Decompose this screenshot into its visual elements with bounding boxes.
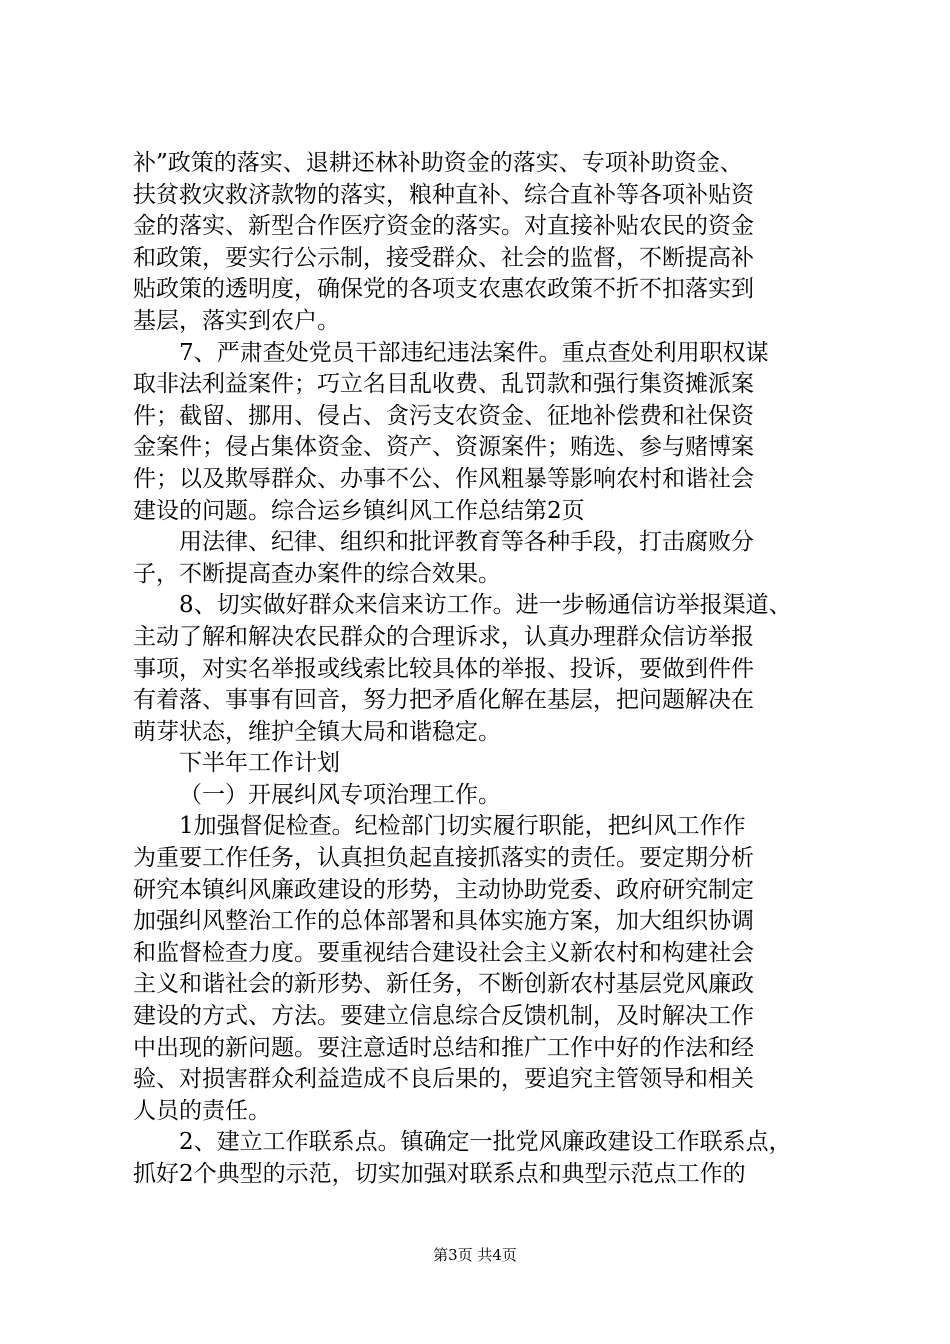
text-line: 8、切实做好群众来信来访工作。进一步畅通信访举报渠道、 <box>179 592 792 619</box>
text-line: 萌芽状态，维护全镇大局和谐稳定。 <box>133 718 501 745</box>
text-line: 贴政策的透明度，确保党的各项支农惠农政策不折不扣落实到 <box>133 276 754 303</box>
text-line: 基层，落实到农户。 <box>133 307 340 334</box>
text-line: 7、严肃查处党员干部违纪违法案件。重点查处利用职权谋 <box>179 339 769 366</box>
text-line: 中出现的新问题。要注意适时总结和推广工作中好的作法和经 <box>133 1034 754 1061</box>
text-line: 建设的方式、方法。要建立信息综合反馈机制，及时解决工作 <box>133 1003 754 1030</box>
text-line: 补”政策的落实、退耕还林补助资金的落实、专项补助资金、 <box>133 150 743 176</box>
page-footer: 第3页 共4页 <box>433 1246 517 1264</box>
text-line: 2、建立工作联系点。镇确定一批党风廉政建设工作联系点， <box>179 1129 792 1156</box>
text-line: 建设的问题。综合运乡镇纠风工作总结第2页 <box>133 497 585 524</box>
text-line: 下半年工作计划 <box>179 750 340 777</box>
text-line: 验、对损害群众利益造成不良后果的，要追究主管领导和相关 <box>133 1066 754 1093</box>
text-line: 事项，对实名举报或线索比较具体的举报、投诉，要做到件件 <box>133 655 754 682</box>
text-line: 件；截留、挪用、侵占、贪污支农资金、征地补偿费和社保资 <box>133 402 754 429</box>
text-line: 扶贫救灾救济款物的落实，粮种直补、综合直补等各项补贴资 <box>133 181 754 208</box>
text-line: 人员的责任。 <box>133 1097 271 1124</box>
text-line: 为重要工作任务，认真担负起直接抓落实的责任。要定期分析 <box>133 845 754 872</box>
text-line: 研究本镇纠风廉政建设的形势，主动协助党委、政府研究制定 <box>133 876 754 903</box>
text-line: 件；以及欺辱群众、办事不公、作风粗暴等影响农村和谐社会 <box>133 465 754 492</box>
text-line: 和监督检查力度。要重视结合建设社会主义新农村和构建社会 <box>133 939 754 966</box>
text-line: 抓好2个典型的示范，切实加强对联系点和典型示范点工作的 <box>133 1161 746 1187</box>
text-line: 主动了解和解决农民群众的合理诉求，认真办理群众信访举报 <box>133 623 754 650</box>
text-line: 取非法利益案件；巧立名目乱收费、乱罚款和强行集资摊派案 <box>133 371 754 398</box>
text-line: 用法律、纪律、组织和批评教育等各种手段，打击腐败分 <box>179 529 754 556</box>
text-line: 子，不断提高查办案件的综合效果。 <box>133 560 501 587</box>
document-body <box>133 148 833 1191</box>
text-line: 加强纠风整治工作的总体部署和具体实施方案，加大组织协调 <box>133 908 754 935</box>
text-line: （一）开展纠风专项治理工作。 <box>179 781 501 808</box>
text-line: 金案件；侵占集体资金、资产、资源案件；贿选、参与赌博案 <box>133 434 754 461</box>
text-line: 和政策，要实行公示制，接受群众、社会的监督，不断提高补 <box>133 244 754 271</box>
text-line: 有着落、事事有回音，努力把矛盾化解在基层，把问题解决在 <box>133 687 754 714</box>
text-line: 1加强督促检查。纪检部门切实履行职能，把纠风工作作 <box>179 813 746 840</box>
text-line: 金的落实、新型合作医疗资金的落实。对直接补贴农民的资金 <box>133 213 754 240</box>
text-line: 主义和谐社会的新形势、新任务，不断创新农村基层党风廉政 <box>133 971 754 998</box>
